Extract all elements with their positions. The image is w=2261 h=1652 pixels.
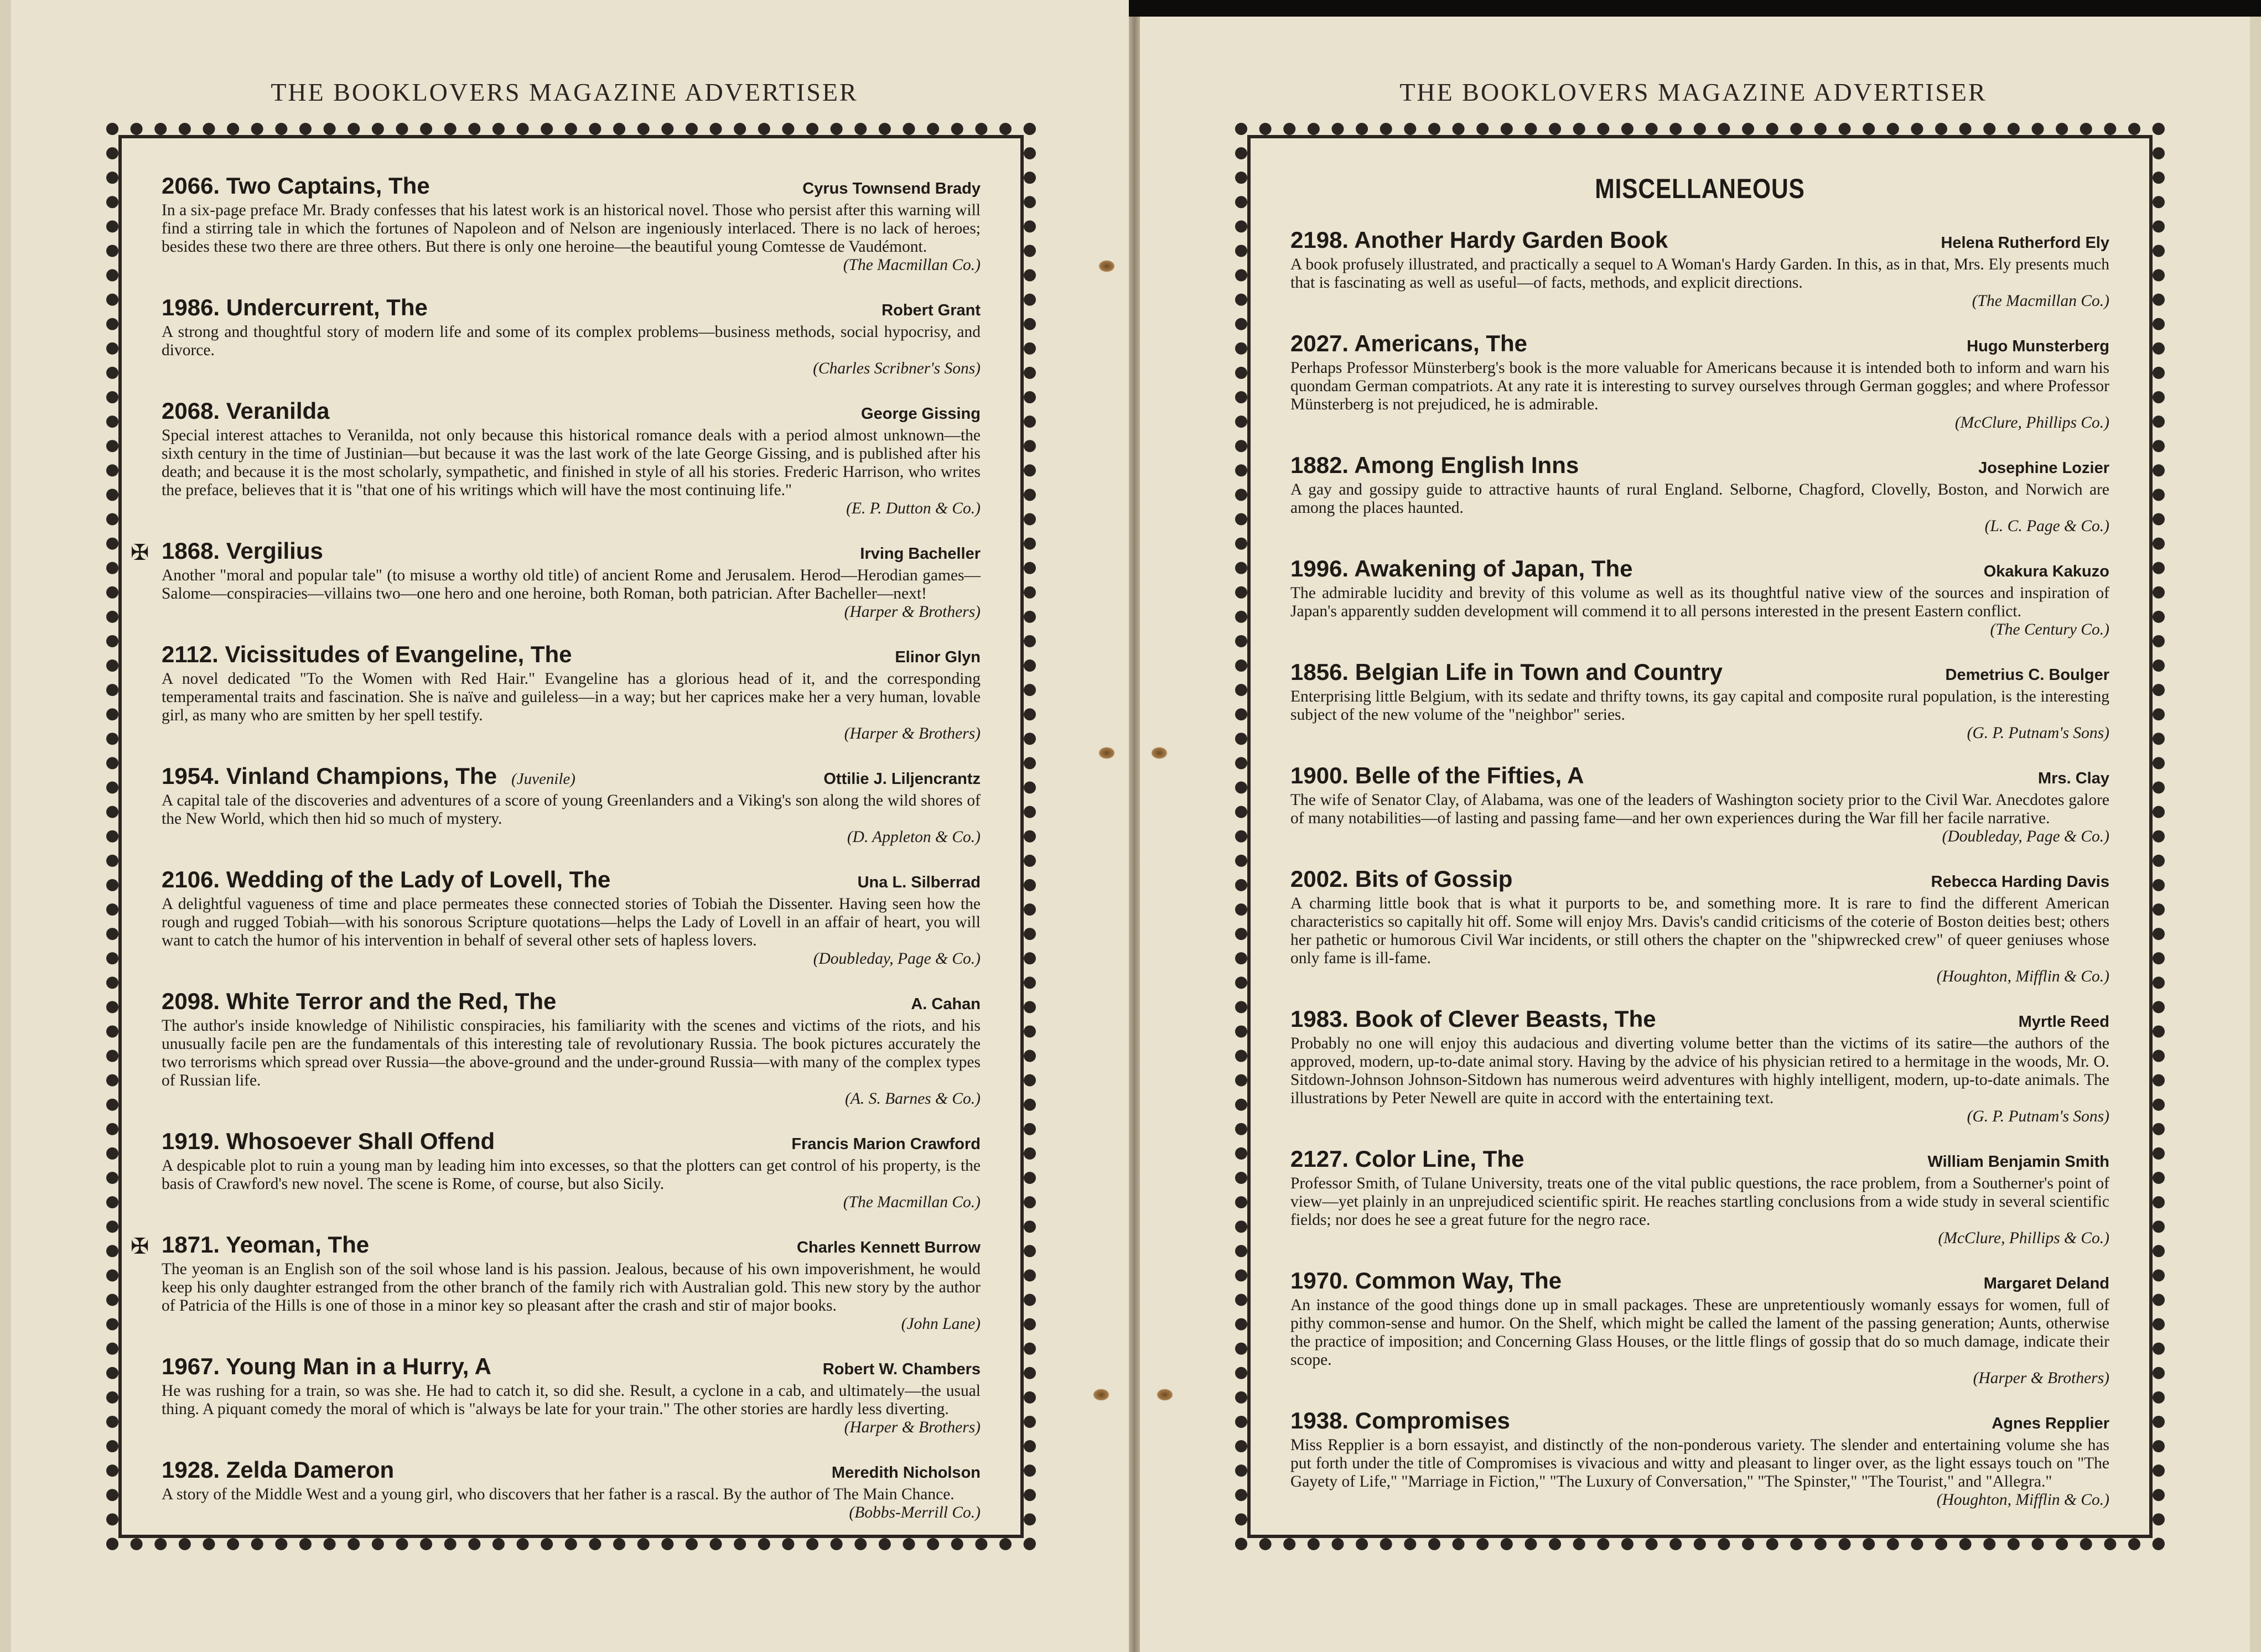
- entry-heading: [162, 294, 981, 321]
- entry-title: 2027. Americans, The: [1290, 330, 1527, 356]
- entry-description: A story of the Middle West and a young girl, who discovers that her father is a rascal. By the author of The Main Chance.: [162, 1485, 955, 1503]
- book-entry: [1290, 227, 2109, 310]
- entry-title-wrap: [1290, 555, 1633, 582]
- entry-description: A book profusely illustrated, and practically a sequel to A Woman's Hardy Garden. In this, as in that, Mrs. Ely presents much that is fascinating as well as useful—of facts, methods, and explicit directions.: [1290, 256, 2109, 292]
- entry-description: A capital tale of the discoveries and adventures of a score of young Greenlanders and a Viking's son along the wild shores of the New World, which then hid so much of mystery.: [162, 792, 981, 828]
- entry-title-wrap: [1290, 330, 1527, 357]
- entry-description: Another "moral and popular tale" (to misuse a worthy old title) of ancient Rome and Jerusalem. Herod—Herodian games—Salome—conspiracies—villains two—one hero and one heroine, both Roman, both patrician. After Bacheller—next!: [162, 567, 981, 602]
- entry-description: The yeoman is an English son of the soil whose land is his passion. Jealous, because of his own impoverishment, he would keep his only daughter estranged from the other branch of the family rich with Australian gold. This new story by the author of Patricia of the Hills is one of those in a minor key so pleasant after the crash and stir of major books.: [162, 1260, 981, 1315]
- entry-title: 1882. Among English Inns: [1290, 452, 1579, 478]
- entry-publisher: (D. Appleton & Co.): [847, 828, 981, 846]
- entry-heading: [1290, 227, 2109, 253]
- entry-publisher: (Doubleday, Page & Co.): [813, 950, 981, 968]
- book-entry: [162, 398, 981, 518]
- entry-heading: [1290, 866, 2109, 892]
- entry-author: Agnes Repplier: [1992, 1415, 2109, 1432]
- book-spine: [1129, 0, 1140, 1652]
- entry-description: Special interest attaches to Veranilda, not only because this historical romance deals with a period almost unknown—the sixth century in the time of Justinian—but because it was the last work of the late George Gissing, and is published after his death; and because it is the most scholarly, sympathetic, and finished in style of all his stories. Frederic Harrison, who writes the preface, believes that it is "that one of his writings which will have the most continuing life.": [162, 427, 981, 499]
- book-entry: [1290, 452, 2109, 536]
- entry-heading: [162, 641, 981, 668]
- entry-author: A. Cahan: [911, 995, 981, 1013]
- entry-heading: [162, 538, 981, 564]
- entry-description: A despicable plot to ruin a young man by leading him into excesses, so that the plotters can get control of his property, is the basis of Crawford's new novel. The scene is Rome, of course, but also Sicily.: [162, 1157, 981, 1193]
- entry-publisher: (L. C. Page & Co.): [1984, 517, 2109, 535]
- entry-publisher: (A. S. Barnes & Co.): [845, 1090, 981, 1108]
- entry-publisher: (Charles Scribner's Sons): [813, 360, 981, 377]
- entry-author: Margaret Deland: [1983, 1275, 2109, 1292]
- entry-title: 2127. Color Line, The: [1290, 1146, 1524, 1172]
- entry-title-wrap: [162, 294, 428, 321]
- entry-title-wrap: [1290, 1146, 1524, 1172]
- entry-author: Mrs. Clay: [2038, 770, 2109, 787]
- entry-description: The admirable lucidity and brevity of this volume as well as its thoughtful native view of the sources and inspiration of Japan's apparently sudden development will commend it to all persons interested in the present Eastern conflict.: [1290, 584, 2109, 620]
- entry-title-wrap: [1290, 227, 1668, 253]
- entry-title: 1954. Vinland Champions, The: [162, 763, 497, 789]
- entry-heading: [1290, 555, 2109, 582]
- left-entry-list: [131, 173, 981, 1542]
- book-entry: [1290, 330, 2109, 432]
- entry-title: 1900. Belle of the Fifties, A: [1290, 762, 1584, 788]
- book-entry: [1290, 1006, 2109, 1126]
- entry-author: Cyrus Townsend Brady: [802, 180, 981, 198]
- entry-heading: [162, 1457, 981, 1483]
- entry-title: 1970. Common Way, The: [1290, 1267, 1562, 1293]
- paper-stain: [1098, 747, 1115, 759]
- entry-author: Robert W. Chambers: [822, 1360, 981, 1378]
- entry-title: 1928. Zelda Dameron: [162, 1457, 395, 1483]
- entry-description: He was rushing for a train, so was she. He had to catch it, so did she. Result, a cyclone in a cab, and ultimately—the usual thing. A piquant comedy the moral of which is "always be late for your train." The other stories are hardly less diverting.: [162, 1382, 981, 1418]
- entry-title-wrap: [162, 1128, 495, 1155]
- entry-description: A charming little book that is what it purports to be, and something more. It is rare to find the different American characteristics so capitally hit off. Some will enjoy Mrs. Davis's candid criticisms of the coterie of Boston deities best; others her pathetic or humorous Civil War incidents, or still others the chapter on the "shipwrecked crew" of queer geniuses whose only fame is ill-fame.: [1290, 895, 2109, 967]
- entry-title: 2002. Bits of Gossip: [1290, 866, 1513, 892]
- entry-description: The author's inside knowledge of Nihilistic conspiracies, his familiarity with the scenes and victims of the riots, and his unusually facile pen are the fundamentals of this interesting tale of revolutionary Russia. The book pictures accurately the two terrorisms which spread over Russia—the above-ground and the under-ground Russia—with many of the complex types of Russian life.: [162, 1017, 981, 1089]
- entry-note: (Juvenile): [511, 770, 575, 788]
- entry-publisher: (Harper & Brothers): [844, 1419, 981, 1436]
- entry-title-wrap: [162, 398, 330, 424]
- paper-stain: [1157, 1389, 1173, 1401]
- entry-title: 1871. Yeoman, The: [162, 1232, 370, 1258]
- entry-title: 2106. Wedding of the Lady of Lovell, The: [162, 866, 611, 892]
- entry-title: 1986. Undercurrent, The: [162, 294, 428, 320]
- entry-heading: [162, 866, 981, 893]
- maltese-cross-icon: ✠: [131, 540, 149, 565]
- entry-description: Perhaps Professor Münsterberg's book is the more valuable for Americans because it is intended both to inform and warn his quondam German compatriots. At any rate it is interesting to survey ourselves through German goggles; and where Professor Münsterberg is not prejudiced, he is admirable.: [1290, 359, 2109, 413]
- entry-description: A delightful vagueness of time and place permeates these connected stories of Tobiah the Dissenter. Having seen how the rough and rugged Tobiah—with his sonorous Scripture quotations—helps the Lady of Lovell in an affair of heart, you will want to catch the humor of his intervention in behalf of several other sets of hapless lovers.: [162, 895, 981, 949]
- entry-publisher: (G. P. Putnam's Sons): [1967, 1108, 2109, 1125]
- book-entry: [162, 641, 981, 743]
- entry-description: A gay and gossipy guide to attractive haunts of rural England. Selborne, Chagford, Clovelly, Boston, and Norwich are among the places haunted.: [1290, 481, 2109, 517]
- entry-author: Una L. Silberrad: [857, 874, 981, 891]
- entry-heading: [1290, 1146, 2109, 1172]
- entry-publisher: (McClure, Phillips Co.): [1954, 414, 2109, 432]
- book-entry: [1290, 1267, 2109, 1388]
- entry-heading: [1290, 1006, 2109, 1032]
- entry-author: Elinor Glyn: [895, 648, 981, 666]
- book-entry: [1290, 762, 2109, 846]
- entry-title: 1856. Belgian Life in Town and Country: [1290, 659, 1723, 685]
- entry-title-wrap: [162, 1457, 394, 1483]
- entry-author: George Gissing: [861, 405, 981, 423]
- entry-title-wrap: [1290, 1267, 1562, 1294]
- entry-heading: [162, 1128, 981, 1155]
- maltese-cross-icon: ✠: [131, 1234, 149, 1259]
- entry-publisher: (Harper & Brothers): [844, 603, 981, 621]
- entry-publisher: (E. P. Dutton & Co.): [846, 500, 981, 517]
- entry-title: 1938. Compromises: [1290, 1407, 1510, 1433]
- entry-author: Helena Rutherford Ely: [1941, 234, 2109, 252]
- entry-author: Hugo Munsterberg: [1967, 337, 2109, 355]
- entry-publisher: (Houghton, Mifflin & Co.): [1936, 1491, 2109, 1509]
- entry-title: 1967. Young Man in a Hurry, A: [162, 1353, 491, 1379]
- book-entry: [1290, 659, 2109, 742]
- entry-title-wrap: [1290, 1407, 1510, 1434]
- book-entry: [162, 988, 981, 1108]
- book-entry: [162, 1128, 981, 1212]
- entry-publisher: (Houghton, Mifflin & Co.): [1936, 968, 2109, 985]
- entry-title-wrap: [162, 641, 572, 668]
- paper-stain: [1093, 1389, 1109, 1401]
- entry-title: 1919. Whosoever Shall Offend: [162, 1128, 495, 1154]
- entry-heading: [1290, 1407, 2109, 1434]
- entry-description: Enterprising little Belgium, with its sedate and thrifty towns, its gay capital and composite rural population, is the interesting subject of the new volume of the "neighbor" series.: [1290, 688, 2109, 724]
- entry-title: 1868. Vergilius: [162, 538, 323, 564]
- entry-publisher: (Doubleday, Page & Co.): [1942, 828, 2109, 845]
- entry-heading: [1290, 762, 2109, 789]
- entry-heading: [162, 1353, 981, 1380]
- entry-description: In a six-page preface Mr. Brady confesses that his latest work is an historical novel. Those who persist after this warning will find a stirring tale in which the fortunes of Napoleon and of Nelson are ingeniously interlaced. There is no lack of heroes; besides these two there are three others. But there is only one heroine—the beautiful young Comtesse de Vaudémont.: [162, 201, 981, 256]
- entry-description: The wife of Senator Clay, of Alabama, was one of the leaders of Washington society prior to the Civil War. Anecdotes galore of many notabilities—of lasting and passing fame—and her own experiences during the War fill her facile narrative.: [1290, 791, 2109, 827]
- entry-description: Miss Repplier is a born essayist, and distinctly of the non-ponderous variety. The slender and entertaining volume she has put forth under the title of Compromises is vivacious and witty and pleasant to linger over, as the light essays touch on "The Gayety of Life," "Marriage in Fiction," "The Luxury of Conversation," "The Spinster," "The Tourist," and "Allegra.": [1290, 1436, 2109, 1490]
- entry-author: Francis Marion Crawford: [791, 1135, 981, 1153]
- entry-heading: [1290, 330, 2109, 357]
- section-title: MISCELLANEOUS: [1595, 173, 1805, 204]
- entry-description: A novel dedicated "To the Women with Red Hair." Evangeline has a glorious head of it, and the corresponding temperamental traits and fascination. She is naïve and guileless—in a way; but her caprices make her a very human, lovable girl, as many who are smitten by her spell testify.: [162, 670, 981, 724]
- entry-heading: [162, 763, 981, 789]
- entry-publisher: (Bobbs-Merrill Co.): [849, 1504, 981, 1521]
- entry-heading: [162, 988, 981, 1015]
- entry-publisher: (The Macmillan Co.): [843, 1193, 981, 1211]
- entry-author: Ottilie J. Liljencrantz: [823, 770, 981, 788]
- entry-title-wrap: [1290, 866, 1512, 892]
- entry-author: Okakura Kakuzo: [1983, 563, 2109, 580]
- book-entry: [1290, 1146, 2109, 1248]
- entry-title: 2068. Veranilda: [162, 398, 330, 424]
- entry-author: Robert Grant: [881, 302, 981, 319]
- entry-title-wrap: [1290, 762, 1584, 789]
- entry-publisher: (The Macmillan Co.): [843, 256, 981, 274]
- entry-heading: [1290, 1267, 2109, 1294]
- entry-publisher: (McClure, Phillips & Co.): [1938, 1229, 2109, 1247]
- entry-author: Josephine Lozier: [1978, 459, 2109, 477]
- book-entry: [131, 538, 981, 621]
- entry-publisher: (The Century Co.): [1990, 621, 2109, 638]
- right-running-head: THE BOOKLOVERS MAGAZINE ADVERTISER: [1399, 78, 1987, 106]
- left-running-head: THE BOOKLOVERS MAGAZINE ADVERTISER: [271, 78, 858, 106]
- entry-author: Myrtle Reed: [2018, 1013, 2109, 1031]
- entry-title: 1983. Book of Clever Beasts, The: [1290, 1006, 1656, 1032]
- entry-title-wrap: [162, 988, 556, 1015]
- entry-description: Professor Smith, of Tulane University, treats one of the vital public questions, the race problem, from a Southerner's point of view—yet plainly in an unprejudiced scientific spirit. He reaches startling conclusions from a wide study in several scientific fields; nor does he see a great future for the negro race.: [1290, 1175, 2109, 1229]
- entry-heading: [162, 1232, 981, 1258]
- entry-title: 1996. Awakening of Japan, The: [1290, 555, 1633, 581]
- entry-title-wrap: [162, 538, 323, 564]
- entry-publisher: (G. P. Putnam's Sons): [1967, 724, 2109, 742]
- entry-publisher: (Harper & Brothers): [844, 725, 981, 742]
- entry-author: Rebecca Harding Davis: [1931, 873, 2109, 891]
- entry-title-wrap: [162, 1232, 369, 1258]
- book-entry: [1290, 555, 2109, 639]
- book-entry: [1290, 1407, 2109, 1509]
- entry-description: Probably no one will enjoy this audacious and diverting volume better than the victims of its satire—the authors of the approved, modern, up-to-date animal story. Having by the advice of his physician retired to a hermitage in the woods, Mr. O. Sitdown-Johnson Johnson-Sitdown has numerous weird adventures with highly intelligent, modern, up-to-date animals. The illustrations by Peter Newell are quite in accord with the entertaining text.: [1290, 1035, 2109, 1107]
- entry-heading: [162, 173, 981, 199]
- entry-title-wrap: [1290, 452, 1579, 479]
- left-ornamental-frame: [122, 138, 1020, 1535]
- book-entry: [162, 173, 981, 274]
- entry-title-wrap: [162, 763, 575, 789]
- entry-publisher: (John Lane): [901, 1315, 981, 1333]
- right-ornamental-frame: [1251, 138, 2149, 1535]
- entry-heading: [162, 398, 981, 424]
- entry-title-wrap: [162, 866, 610, 893]
- entry-title-wrap: [1290, 659, 1723, 685]
- entry-author: Demetrius C. Boulger: [1945, 666, 2109, 684]
- entry-title: 2098. White Terror and the Red, The: [162, 988, 557, 1014]
- scan-edge: [1129, 0, 2261, 17]
- entry-title: 2066. Two Captains, The: [162, 173, 430, 199]
- book-entry: [162, 866, 981, 968]
- book-entry: [162, 294, 981, 378]
- entry-author: Charles Kennett Burrow: [797, 1239, 981, 1256]
- entry-title-wrap: [162, 1353, 491, 1380]
- entry-publisher: (The Macmillan Co.): [1972, 292, 2109, 310]
- book-entry: [162, 1353, 981, 1437]
- entry-author: Meredith Nicholson: [831, 1464, 981, 1482]
- entry-title-wrap: [1290, 1006, 1656, 1032]
- entry-heading: [1290, 452, 2109, 479]
- book-entry: [1290, 866, 2109, 986]
- entry-title-wrap: [162, 173, 430, 199]
- entry-description: An instance of the good things done up in small packages. These are unpretentiously womanly essays for women, full of pithy common-sense and humor. On the Shelf, which might be called the lament of the passing generation; Aunts, otherwise the practice of imposition; and Concerning Glass Houses, or the little flings of gossip that do so much damage, indicate their scope.: [1290, 1296, 2109, 1369]
- book-entry: [162, 1457, 981, 1522]
- entry-title: 2198. Another Hardy Garden Book: [1290, 227, 1668, 253]
- book-entry: [162, 763, 981, 846]
- paper-stain: [1098, 260, 1115, 272]
- entry-description: A strong and thoughtful story of modern life and some of its complex problems—business methods, social hypocrisy, and divorce.: [162, 323, 981, 359]
- entry-author: William Benjamin Smith: [1927, 1153, 2109, 1171]
- entry-title: 2112. Vicissitudes of Evangeline, The: [162, 641, 572, 667]
- right-entry-list: [1290, 173, 2109, 1529]
- entry-publisher: (Harper & Brothers): [1973, 1369, 2109, 1387]
- entry-heading: [1290, 659, 2109, 685]
- paper-stain: [1151, 747, 1168, 759]
- book-entry: [131, 1232, 981, 1333]
- entry-author: Irving Bacheller: [860, 545, 981, 563]
